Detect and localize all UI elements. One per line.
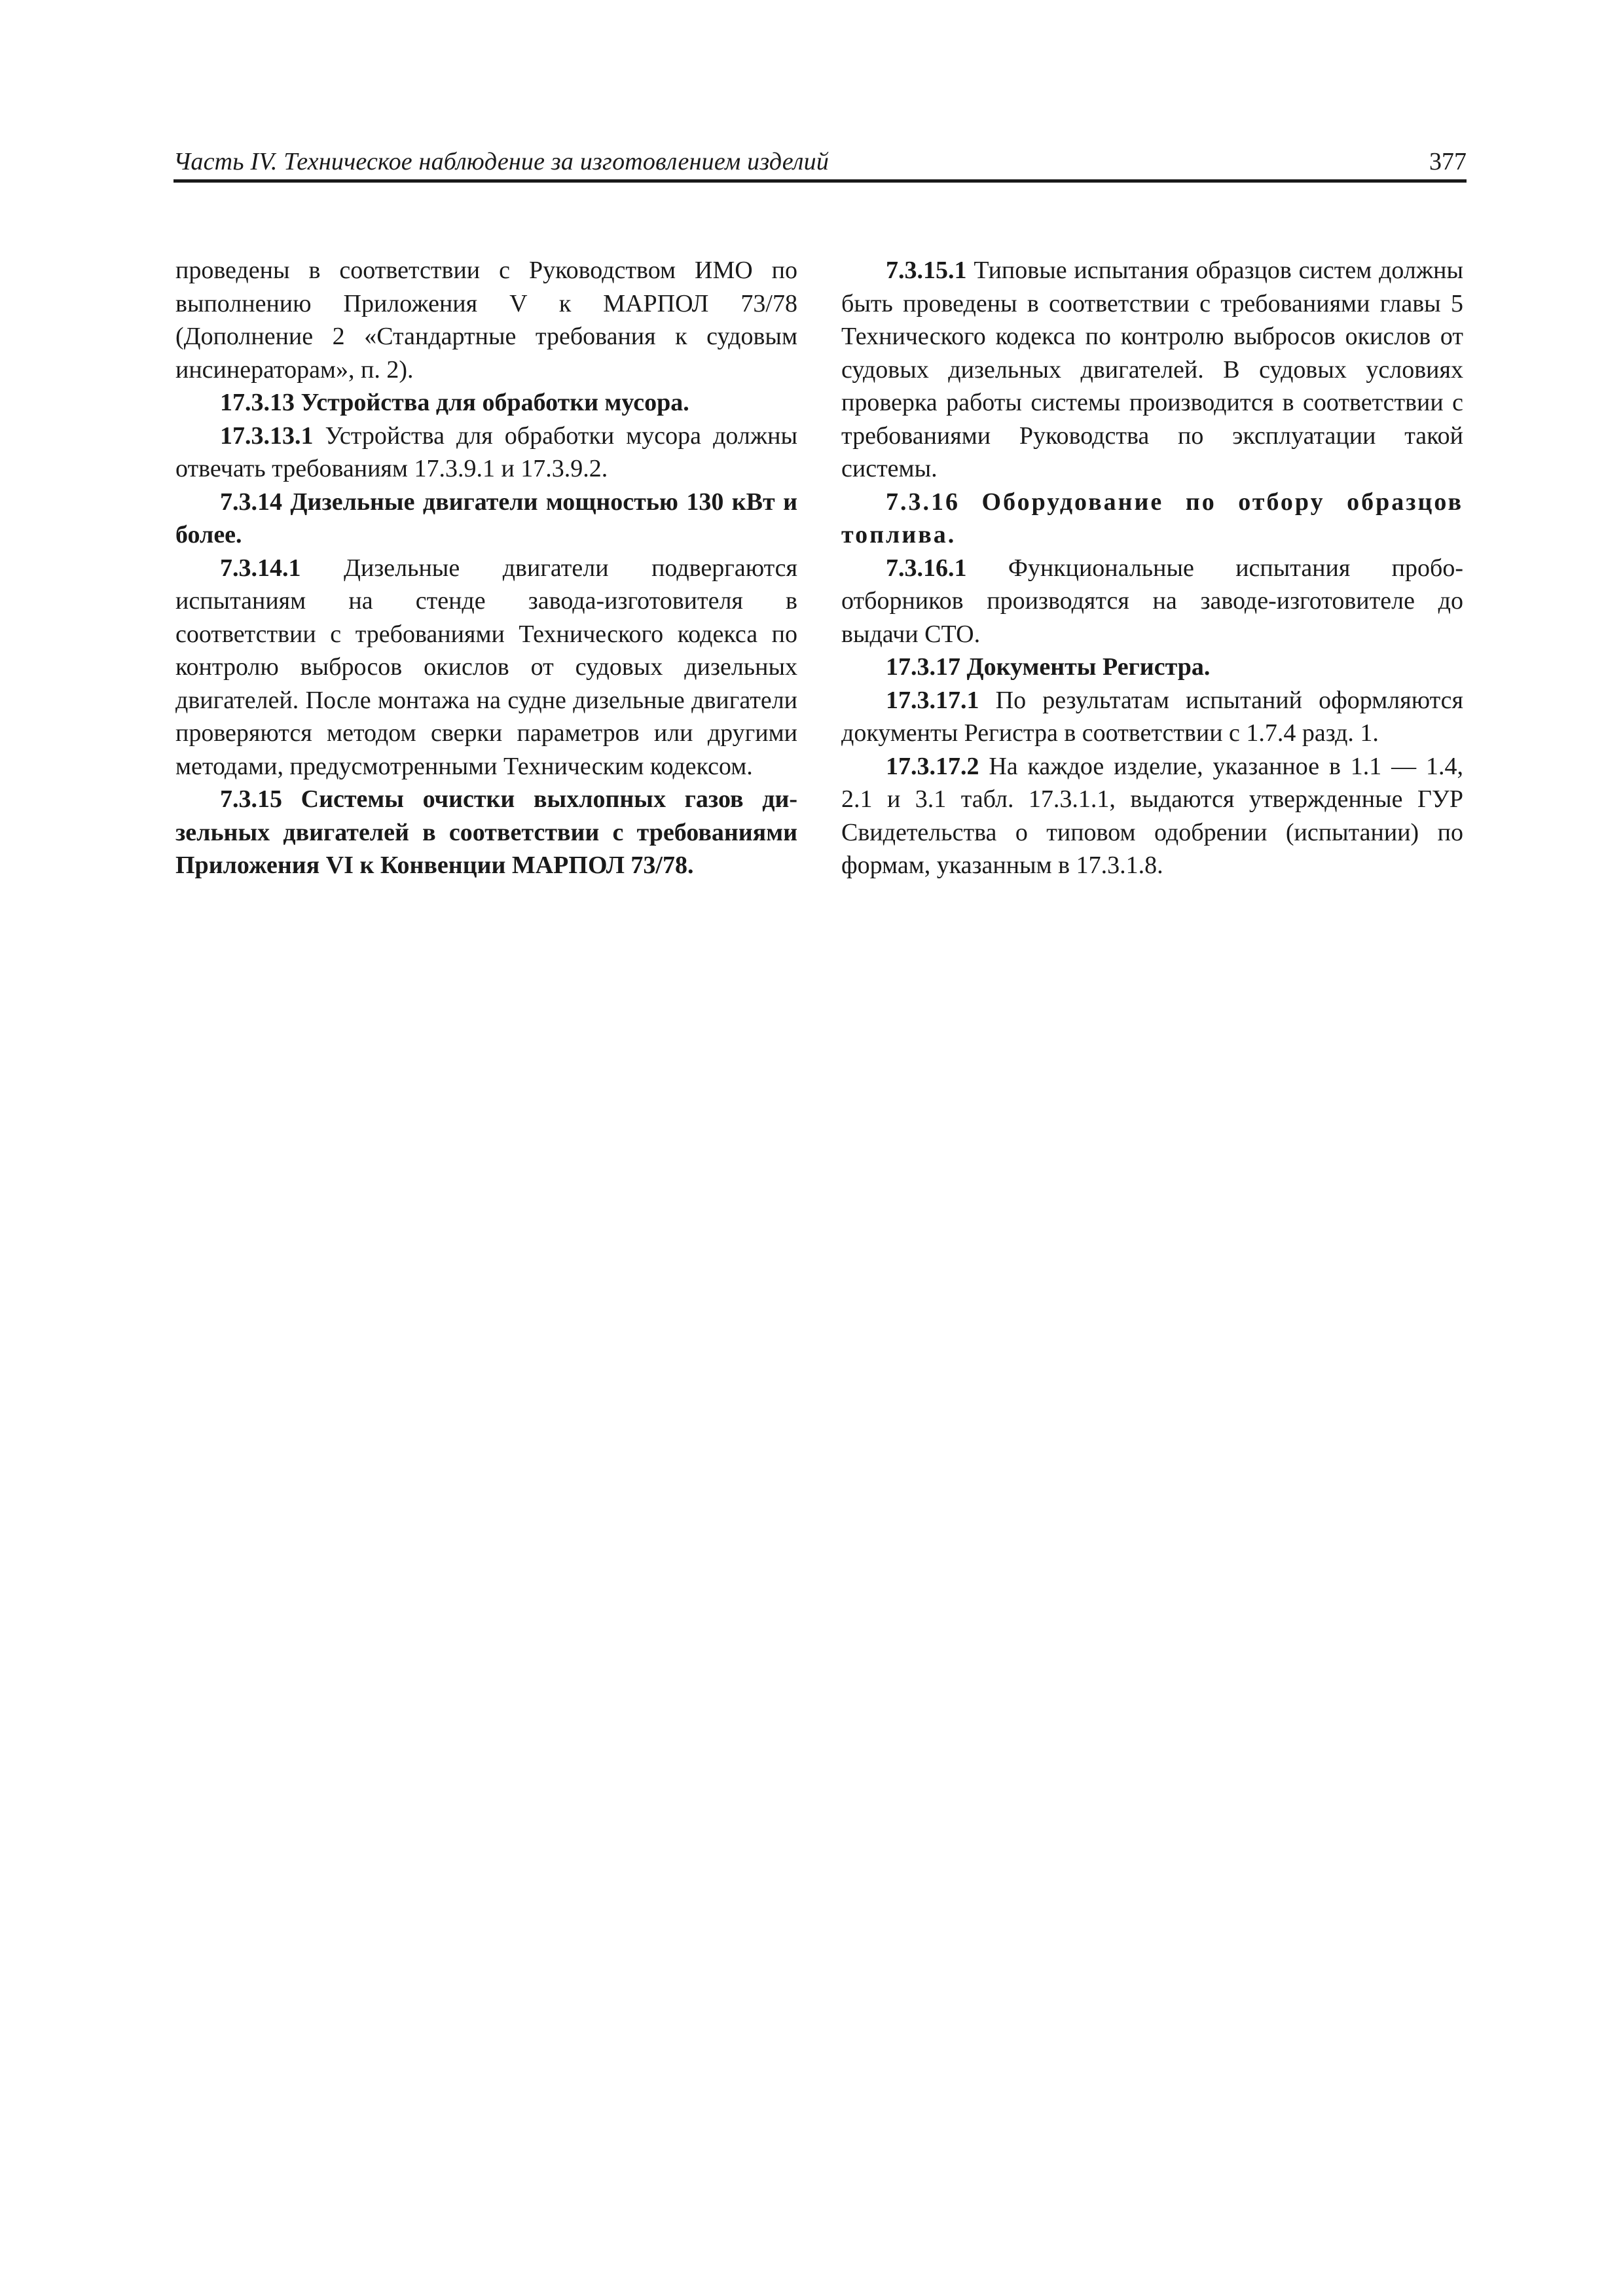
paragraph-17-3-17-2 [841,750,1463,882]
clause-text: Типовые испытания образцов систем должны быть проведены в соответствии с требованиями главы 5 Технического кодекса по контролю выбросов окислов от судовых дизельных двигателей. В судовых условиях проверка работы системы производится в соответствии с требованиями Руководства по эксплуатации такой системы. [841,257,1463,482]
clause-text: Функциональные испытания пробоотборников производятся на заводе-изготовителе до выдачи СТО. [841,554,1463,648]
left-column [175,254,797,882]
paragraph-17-3-17-1 [841,684,1463,750]
right-column [841,254,1463,882]
clause-text: Устройства для обработки мусора должны отвечать требованиям 17.3.9.1 и 17.3.9.2. [175,422,797,482]
paragraph-7-3-16-1 [841,552,1463,651]
clause-number: 7.3.16.1 [886,554,967,582]
paragraph-7-3-15-1 [841,254,1463,486]
section-heading-7-3-14: 7.3.14 Дизельные двигатели мощностью 130 кВт и более. [175,488,797,548]
clause-number: 17.3.17.2 [886,752,979,780]
clause-text: Дизельные двигатели подвергаются испытаниям на стенде завода-изготовителя в соответствии с требованиями Технического кодекса по контролю выбросов окислов от судовых дизельных двигателей. После монтажа на судне дизельные двигатели проверяются методом сверки параметров или другими методами, предусмотренными Техническим кодексом. [175,554,797,780]
section-heading-7-3-15: 7.3.15 Системы очистки выхлопных газов дизельных двигателей в соответствии с требованиями Приложения VI к Конвенции МАРПОЛ 73/78. [175,785,797,879]
paragraph-17-3-13-1 [175,420,797,486]
paragraph-7-3-14-1 [175,552,797,783]
header-rule [173,179,1467,183]
page-number: 377 [1429,148,1467,175]
running-title: Часть IV. Техническое наблюдение за изготовлением изделий [173,148,830,175]
clause-number: 17.3.17.1 [886,686,979,714]
section-heading-17-3-13: 17.3.13 Устройства для обработки мусора. [220,389,689,416]
paragraph-continuation: проведены в соответствии с Руководством ИМО по выполнению Приложения V к МАРПОЛ 73/78 (Дополнение 2 «Стандартные требования к судовым инсинераторам», п. 2). [175,257,797,384]
clause-text: По результатам испытаний оформляются документы Регистра в соответствии с 1.7.4 разд. 1. [841,686,1463,747]
clause-number: 17.3.13.1 [220,422,314,450]
section-heading-7-3-16: 7.3.16 Оборудование по отбору образцов топлива. [841,488,1463,548]
clause-text: На каждое изделие, указанное в 1.1 — 1.4, 2.1 и 3.1 табл. 17.3.1.1, выдаются утвержденные ГУР Свидетельства о типовом одобрении (испытании) по формам, указанным в 17.3.1.8. [841,752,1463,879]
clause-number: 7.3.15.1 [886,257,967,284]
clause-number: 7.3.14.1 [220,554,301,582]
section-heading-17-3-17: 17.3.17 Документы Регистра. [886,653,1211,681]
page-header [173,145,1467,178]
